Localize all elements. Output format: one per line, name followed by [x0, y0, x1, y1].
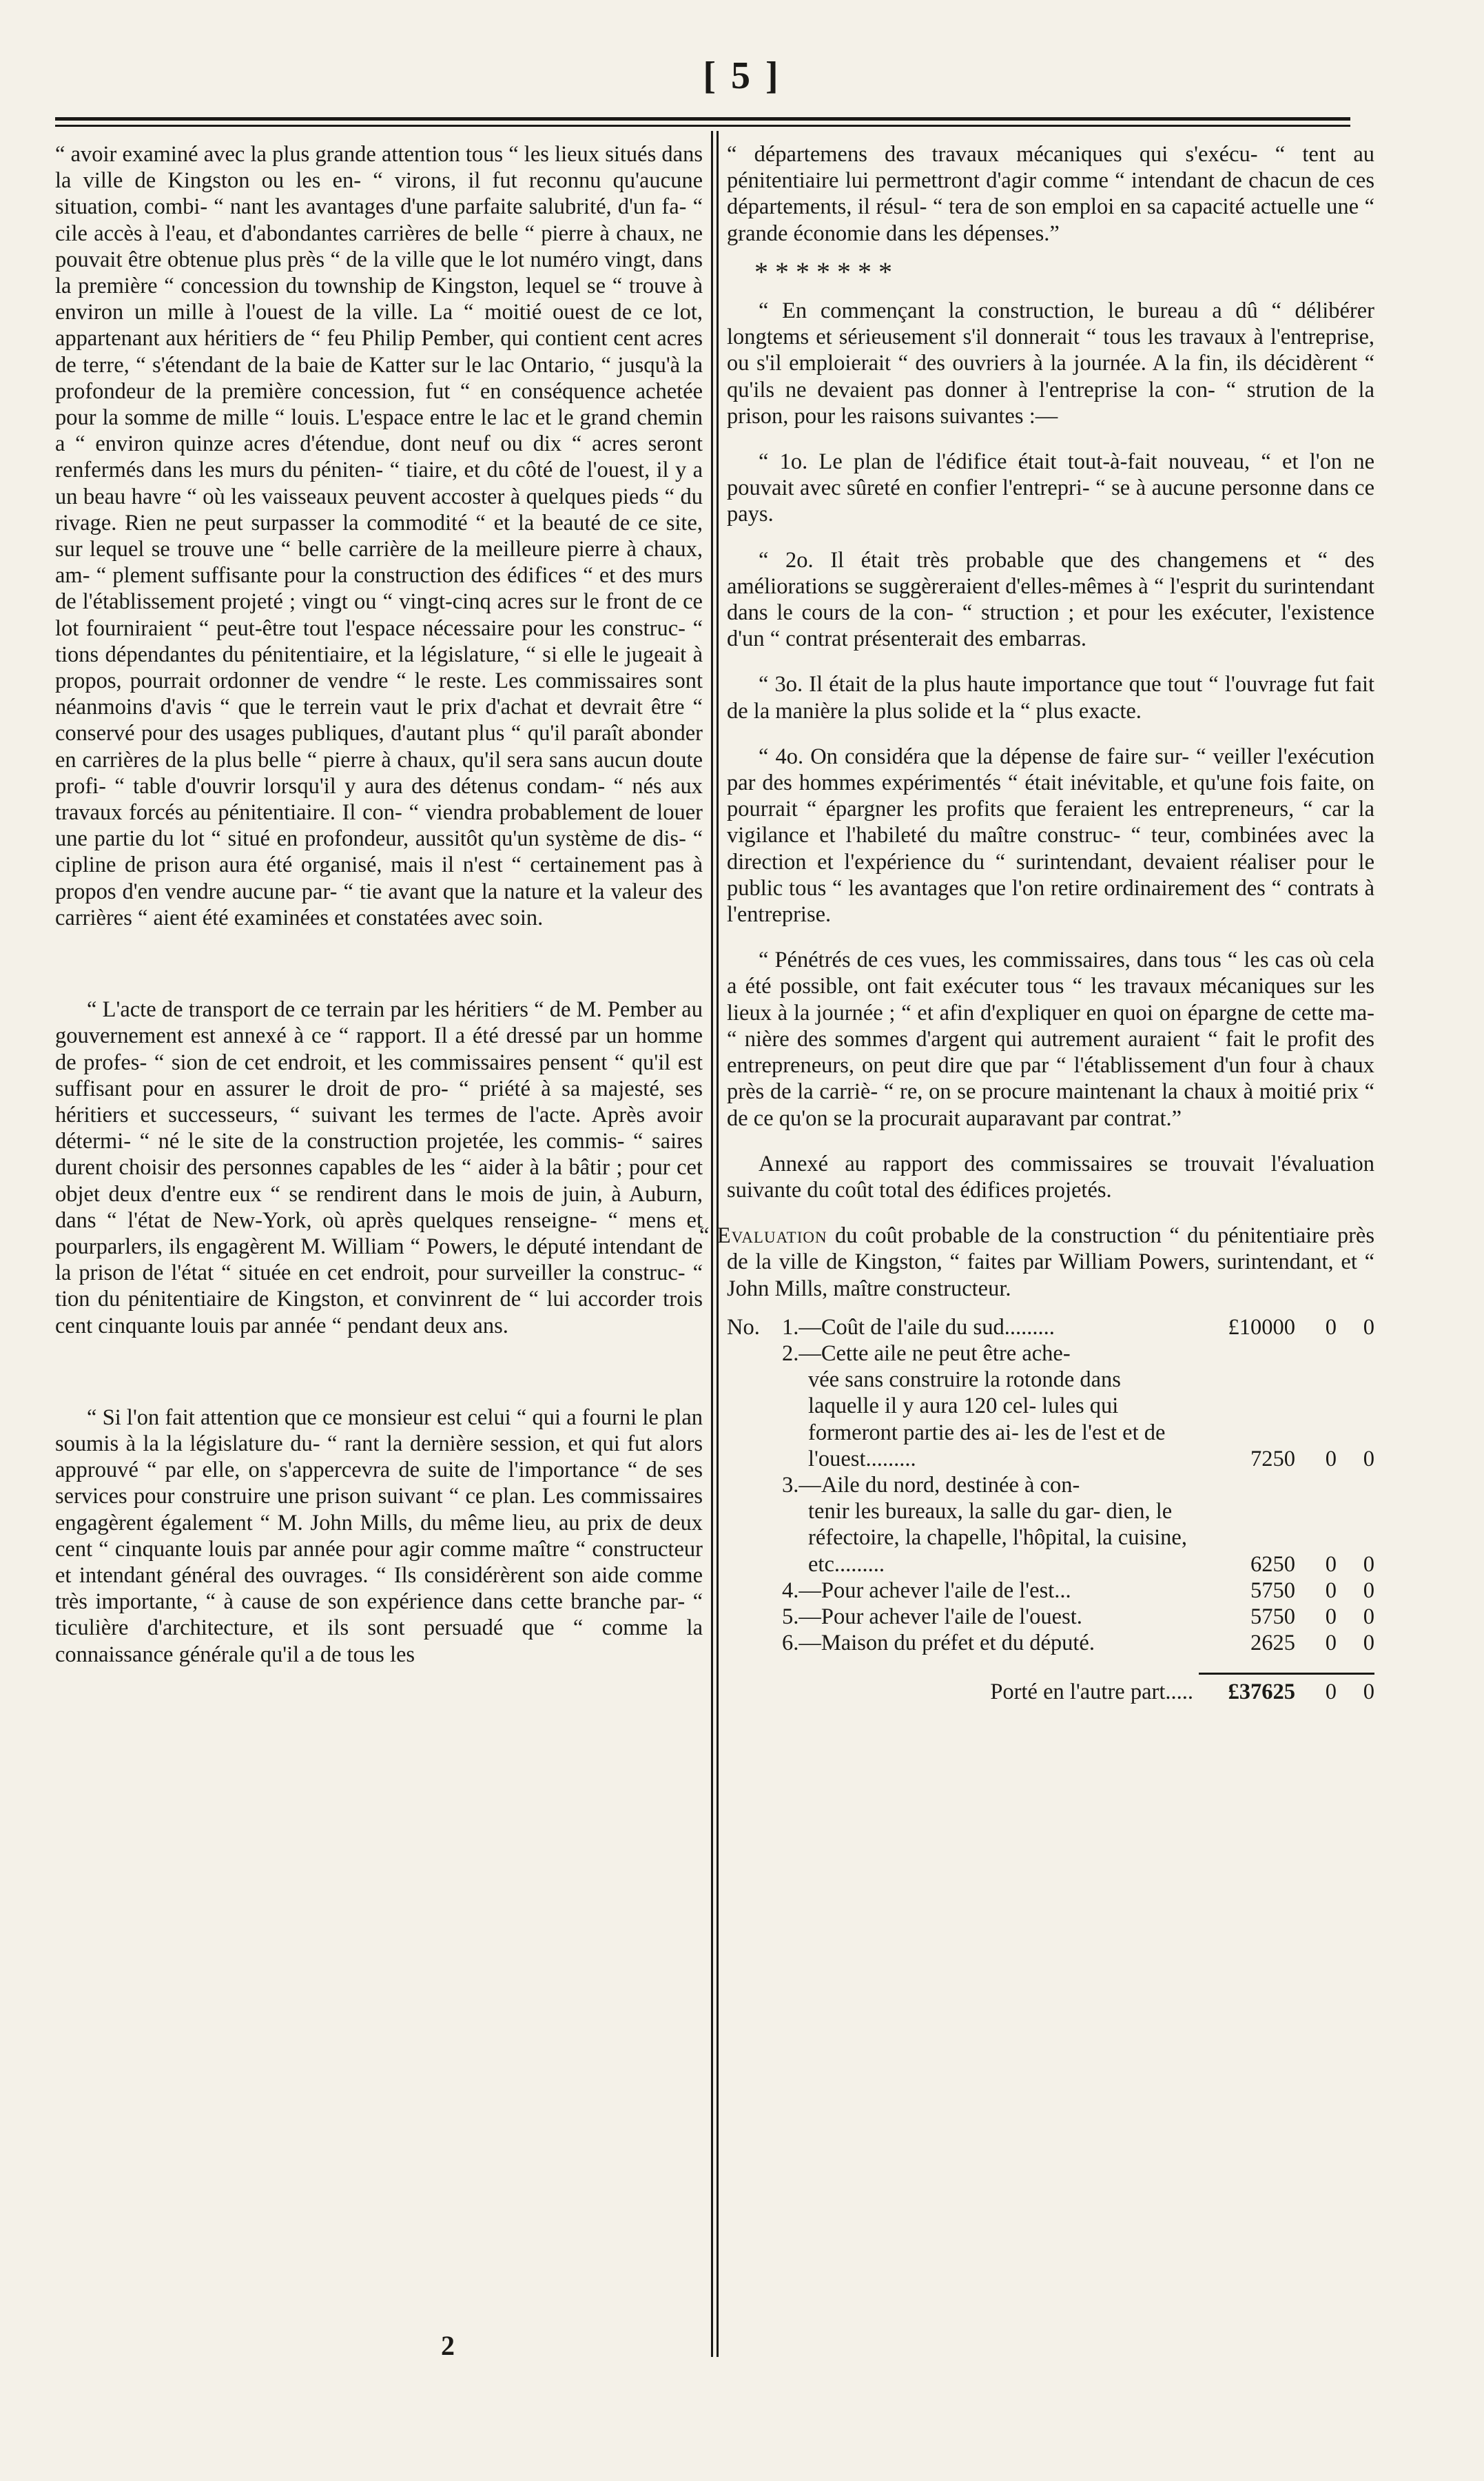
estimate-description — [768, 1340, 1199, 1472]
estimate-row — [727, 1604, 1374, 1630]
estimate-description-line: 3.—Aile du nord, destinée à con- — [782, 1472, 1080, 1498]
estimate-pounds: £10000 — [1228, 1314, 1295, 1340]
left-paragraph-3: “ Si l'on fait attention que ce monsieur est celui “ qui a fourni le plan soumis à la la législature du- “ rant la dernière session, et qui fut alors approuvé “ par elle, on s'appercevra de suite de l'importance “ de ses services pour construire une prison suivant “ ce plan. Les commissaires engagèrent également “ M. John Mills, du même lieu, au prix de deux cent “ cinquante louis par année pour agir comme maître “ constructeur et intendant général des ouvrages. “ Ils considérèrent son aide comme très importante, “ à cause de son expérience dans cette branche par- “ ticulière d'architecture, et ils sont persuadé que “ comme la connaissance générale qu'il a de tous les — [55, 1405, 703, 1667]
estimate-row — [727, 1340, 1374, 1472]
right-paragraph-2: “ En commençant la construction, le bureau a dû “ délibérer longtems et sérieusement s'il donnerait “ tous les travaux à l'entreprise, ou s'il emploierait “ des ouvriers à la journée. A la fin, ils décidèrent “ qu'ils ne devaient pas donner à l'entreprise la con- “ strution de la prison, pour les raisons suivantes :— — [727, 298, 1374, 429]
header-rule-thin — [55, 125, 1350, 127]
estimate-description — [768, 1604, 1199, 1630]
estimate-row — [727, 1630, 1374, 1656]
estimate-description-continuation: tenir les bureaux, la salle du gar- dien, le réfectoire, la chapelle, l'hôpital, la cuisine, etc......... — [808, 1499, 1187, 1577]
right-column — [699, 141, 1374, 1706]
estimate-no-label: No. — [727, 1314, 760, 1340]
reason-3: “ 3o. Il était de la plus haute importance que tout “ l'ouvrage fut fait de la manière la plus solide et la “ plus exacte. — [727, 672, 1374, 724]
estimate-pence: 0 — [1363, 1551, 1374, 1577]
estimate-heading-smallcaps: Evaluation — [717, 1223, 827, 1249]
header-rule-thick — [55, 117, 1350, 121]
estimate-description-line: 2.—Cette aile ne peut être ache- — [782, 1340, 1071, 1366]
estimate-heading-text: du coût probable de la construction “ du pénitentiaire près de la ville de Kingston, “ faites par William Powers, surintendant, et “ John Mills, maître constructeur. — [727, 1223, 1374, 1301]
estimate-description-line: 4.—Pour achever l'aile de l'est... — [782, 1578, 1071, 1603]
estimate-pounds: 5750 — [1250, 1578, 1295, 1603]
reason-1: “ 1o. Le plan de l'édifice était tout-à-fait nouveau, “ et l'on ne pouvait avec sûreté en confier l'entrepri- “ se à aucune personne dans ce pays. — [727, 449, 1374, 527]
reason-4: “ 4o. On considéra que la dépense de faire sur- “ veiller l'exécution par des hommes expérimentés “ était inévitable, et qu'une fois faite, on pourrait “ épargner les profits que feraient les entrepreneurs, “ car la vigilance et l'habileté du maître construc- “ teur, combinées avec la direction et l'expérience du “ surintendant, devaient réaliser pour le public tous “ les avantages que l'on retire ordinairement des “ contrats à l'entreprise. — [727, 744, 1374, 928]
estimate-heading-open: “ — [699, 1223, 717, 1249]
estimate-description-continuation: vée sans construire la rotonde dans laquelle il y aura 120 cel- lules qui formeront partie des ai- les de l'est et de l'ouest......... — [808, 1367, 1166, 1471]
left-paragraph-1: “ avoir examiné avec la plus grande attention tous “ les lieux situés dans la ville de Kingston ou les en- “ virons, il fut reconnu qu'aucune situation, combi- “ nant les avantages d'une parfaite salubrité, d'un fa- “ cile accès à l'eau, et d'abondantes carrières de belle “ pierre à chaux, ne pouvait être obtenue plus près “ de la ville que le lot numéro vingt, dans la première “ concession du township de Kingston, lequel se “ trouve à environ un mille à l'ouest de la ville. La “ moitié ouest de ce lot, appartenant aux héritiers de “ feu Philip Pember, qui contient cent acres de terre, “ s'étendant de la baie de Katter sur le lac Ontario, “ jusqu'à la profondeur de la première concession, fut “ en conséquence achetée pour la somme de mille “ louis. L'espace entre le lac et le grand chemin a “ environ quinze acres d'étendue, dont neuf ou dix “ acres seront renfermés dans les murs du péniten- “ tiaire, et du côté de l'ouest, il y a un beau havre “ où les vaisseaux peuvent accoster à quelques pieds “ du rivage. Rien ne peut surpasser la commodité “ et la beauté de ce site, sur lequel se trouve une “ belle carrière de la meilleure pierre à chaux, am- “ plement suffisante pour la construction des édifices “ et des murs de l'établissement projeté ; vingt ou “ vingt-cinq acres sur le front de ce lot fourniraient “ peut-être tout l'espace nécessaire pour les construc- “ tions dépendantes du pénitentiaire, et la législature, “ si elle le jugeait à propos, pourrait ordonner de vendre “ le reste. Les commissaires sont néanmoins d'avis “ que le terrein vaut le prix d'achat et devrait être “ conservé pour des usages publiques, d'autant plus “ qu'il paraît abonder en carrières de la plus belle “ pierre à chaux, qu'il sera sans aucun doute profi- “ table d'ouvrir lorsqu'il y aura des détenus condam- “ nés aux travaux forcés au pénitentiaire. Il con- “ viendra probablement de louer une partie du lot “ situé en profondeur, aussitôt qu'un système de dis- “ cipline de prison aura été organisé, mais il n'est “ certainement pas à propos d'en vendre aucune par- “ tie avant que la nature et la valeur des carrières “ aient été examinées et constatées avec soin. — [55, 142, 703, 930]
estimate-pence: 0 — [1363, 1446, 1374, 1471]
signature-mark: 2 — [441, 2330, 455, 2361]
reason-2: “ 2o. Il était très probable que des changemens et “ des améliorations se suggèreraient d'elles-mêmes à “ l'esprit du surintendant dans le cours de la con- “ struction ; et pour les exécuter, l'existence d'un “ contrat présenterait des embarras. — [727, 547, 1374, 652]
estimate-row — [727, 1472, 1374, 1578]
annex-note: Annexé au rapport des commissaires se trouvait l'évaluation suivante du coût total des édifices projetés. — [727, 1151, 1374, 1203]
estimate-row — [727, 1314, 1374, 1340]
estimate-shillings: 0 — [1325, 1578, 1337, 1603]
estimate-shillings: 0 — [1325, 1551, 1337, 1577]
estimate-description — [768, 1314, 1199, 1340]
cost-estimate-table — [727, 1314, 1374, 1706]
estimate-pounds: 2625 — [1250, 1631, 1295, 1656]
estimate-description-line: 1.—Coût de l'aile du sud......... — [782, 1314, 1055, 1340]
estimate-shillings: 0 — [1325, 1314, 1337, 1340]
estimate-shillings: 0 — [1325, 1631, 1337, 1656]
estimate-shillings: 0 — [1325, 1604, 1337, 1629]
estimate-total-shillings: 0 — [1295, 1673, 1337, 1705]
estimate-total-label: Porté en l'autre part..... — [990, 1679, 1193, 1705]
estimate-total-row — [727, 1673, 1374, 1705]
estimate-description-line: 6.—Maison du préfet et du député. — [782, 1631, 1095, 1656]
page-number: [ 5 ] — [703, 54, 781, 97]
left-column — [55, 141, 703, 1668]
left-paragraph-2: “ L'acte de transport de ce terrain par les héritiers “ de M. Pember au gouvernement est annexé à ce “ rapport. Il a été dressé par un homme de profes- “ sion de cet endroit, et les commissaires pensent “ qu'il est suffisant pour en assurer le droit de pro- “ priété à sa majesté, ses héritiers et successeurs, “ suivant les termes de l'acte. Après avoir détermi- “ né le site de la construction projetée, les commis- “ saires durent choisir des personnes capables de les “ aider à la bâtir ; pour cet objet deux d'entre eux “ se rendirent dans le mois de juin, à Auburn, dans “ l'état de New-York, où après quelques renseigne- “ mens et pourparlers, ils engagèrent M. William “ Powers, le député intendant de la prison de l'état “ située en cet endroit, pour surveiller la construc- “ tion du pénitentiaire de Kingston, et convinrent de “ lui accorder trois cent cinquante louis par année “ pendant deux ans. — [55, 997, 703, 1338]
estimate-pence: 0 — [1363, 1631, 1374, 1656]
estimate-pounds: 7250 — [1250, 1446, 1295, 1471]
asterisk-separator: * * * * * * * — [754, 256, 892, 287]
estimate-description-line: 5.—Pour achever l'aile de l'ouest. — [782, 1604, 1082, 1629]
right-paragraph-7: “ Pénétrés de ces vues, les commissaires, dans tous “ les cas où cela a été possible, ont fait exécuter tous “ les travaux mécaniques sur les lieux à la journée ; “ et afin d'expliquer en quoi on épargne de cette ma- “ nière des sommes d'argent qui autrement auraient “ fait le profit des entrepreneurs, on peut dire que par “ l'établissement d'un four à chaux près de la carriè- “ re, on se procure maintenant la chaux à moitié prix “ de ce qu'on se la procurait auparavant par contrat.” — [727, 948, 1374, 1131]
estimate-description — [768, 1578, 1199, 1604]
estimate-pounds: 5750 — [1250, 1604, 1295, 1629]
estimate-pence: 0 — [1363, 1578, 1374, 1603]
estimate-total-pounds: £37625 — [1199, 1673, 1295, 1705]
estimate-description — [768, 1630, 1199, 1656]
estimate-total-pence: 0 — [1337, 1673, 1374, 1705]
estimate-shillings: 0 — [1325, 1446, 1337, 1471]
right-paragraph-1: “ départemens des travaux mécaniques qui s'exécu- “ tent au pénitentiaire lui permettront d'agir comme “ intendant de chacun de ces départements, il résul- “ tera de son emploi en sa capacité actuelle une “ grande économie dans les dépenses.” — [727, 142, 1374, 246]
estimate-heading — [699, 1223, 1374, 1302]
estimate-description — [768, 1472, 1199, 1578]
estimate-row — [727, 1578, 1374, 1604]
estimate-pence: 0 — [1363, 1604, 1374, 1629]
estimate-pence: 0 — [1363, 1314, 1374, 1340]
estimate-pounds: 6250 — [1250, 1551, 1295, 1577]
